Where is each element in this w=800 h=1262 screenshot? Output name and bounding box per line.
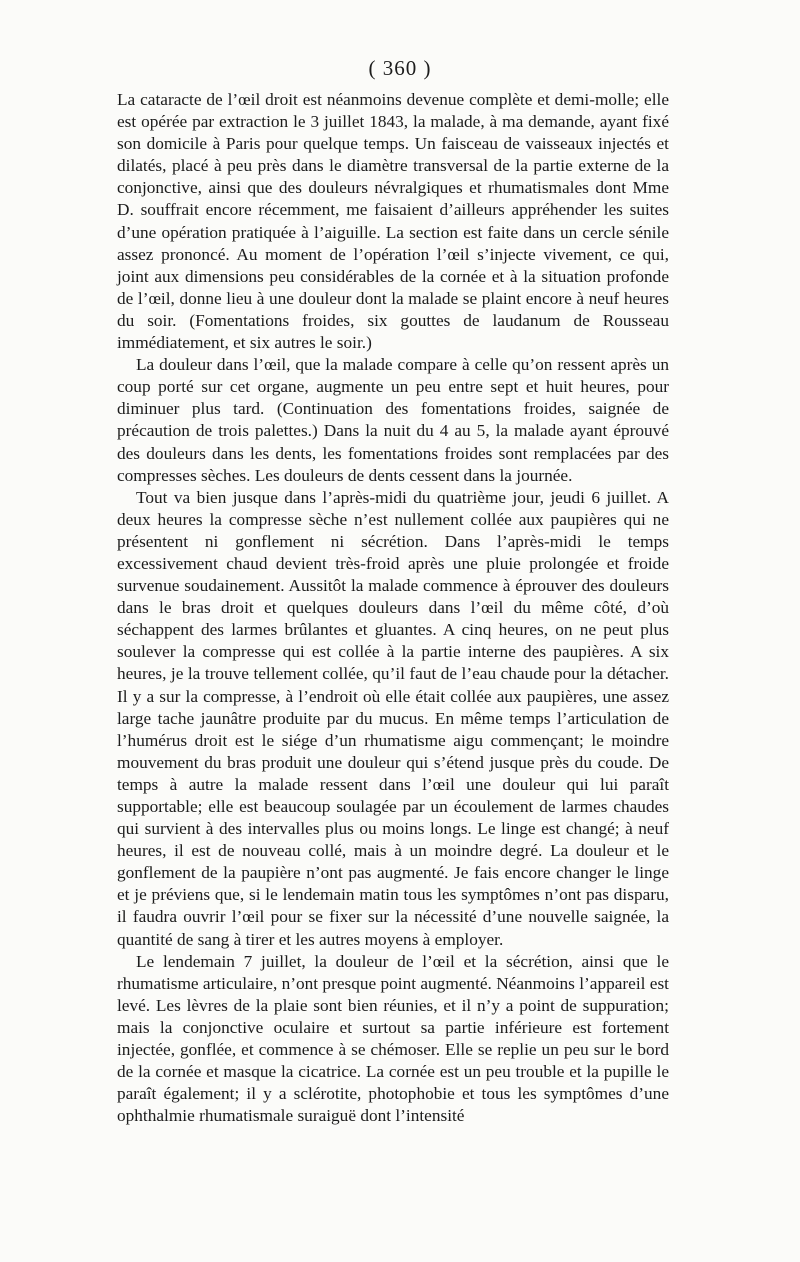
paragraph: Tout va bien jusque dans l’après-midi du quatrième jour, jeudi 6 juillet. A deux heures la compresse sèche n’est nullement collée aux paupières qui ne présentent ni gonflement ni sécrétion. Dans l’après-midi le temps excessivement chaud devient très-froid après une pluie prolongée et froide survenue soudainement. Aussitôt la malade commence à éprouver des douleurs dans le bras droit et quelques douleurs dans l’œil du même côté, d’où séchappent des larmes brûlantes et gluantes. A cinq heures, on ne peut plus soulever la compresse qui est collée à la partie interne des paupières. A six heures, je la trouve tellement collée, qu’il faut de l’eau chaude pour la détacher. Il y a sur la compresse, à l’endroit où elle était collée aux paupières, une assez large tache jaunâtre produite par du mucus. En même temps l’articulation de l’humérus droit est le siége d’un rhumatisme aigu commençant; le moindre mouvement du bras produit une douleur qui s’étend jusque près du coude. De temps à autre la malade ressent dans l’œil une douleur qui lui paraît supportable; elle est beaucoup soulagée par un écoulement de larmes chaudes qui survient à des intervalles plus ou moins longs. Le linge est changé; à neuf heures, il est de nouveau collé, mais à un moindre degré. La douleur et le gonflement de la paupière n’ont pas augmenté. Je fais encore changer le linge et je préviens que, si le lendemain matin tous les symptômes n’ont pas disparu, il faudra ouvrir l’œil pour se fixer sur la nécessité d’une nouvelle saignée, la quantité de sang à tirer et les autres moyens à employer. (117, 487, 669, 949)
page-number: ( 360 ) (368, 56, 432, 80)
paragraph: La douleur dans l’œil, que la malade compare à celle qu’on ressent après un coup porté sur cet organe, augmente un peu entre sept et huit heures, pour diminuer plus tard. (Continuation des fomentations froides, saignée de précaution de trois palettes.) Dans la nuit du 4 au 5, la malade ayant éprouvé des douleurs dans les dents, les fomentations froides sont remplacées par des compresses sèches. Les douleurs de dents cessent dans la journée. (117, 355, 669, 485)
body-text (117, 89, 669, 1127)
paragraph: La cataracte de l’œil droit est néanmoins devenue complète et demi-molle; elle est opérée par extraction le 3 juillet 1843, la malade, à ma demande, ayant fixé son domicile à Paris pour quelque temps. Un faisceau de vaisseaux injectés et dilatés, placé à peu près dans le diamètre transversal de la partie externe de la conjonctive, ainsi que des douleurs névralgiques et rhumatismales dont Mme D. souffrait encore récemment, me faisaient d’ailleurs appréhender les suites d’une opération pratiquée à l’aiguille. La section est faite dans un cercle sénile assez prononcé. Au moment de l’opération l’œil s’injecte vivement, ce qui, joint aux dimensions peu considérables de la cornée et à la situation profonde de l’œil, donne lieu à une douleur dont la malade se plaint encore à neuf heures du soir. (Fomentations froides, six gouttes de laudanum de Rousseau immédiatement, et six autres le soir.) (117, 90, 669, 353)
paragraph: Le lendemain 7 juillet, la douleur de l’œil et la sécrétion, ainsi que le rhumatisme articulaire, n’ont presque point augmenté. Néanmoins l’appareil est levé. Les lèvres de la plaie sont bien réunies, et il n’y a point de suppuration; mais la conjonctive oculaire et surtout sa partie inférieure est fortement injectée, gonflée, et commence à se chémoser. Elle se replie un peu sur le bord de la cornée et masque la cicatrice. La cornée est un peu trouble et la pupille le paraît également; il y a sclérotite, photophobie et tous les symptômes d’une ophthalmie rhumatismale suraiguë dont l’intensité (117, 951, 669, 1126)
